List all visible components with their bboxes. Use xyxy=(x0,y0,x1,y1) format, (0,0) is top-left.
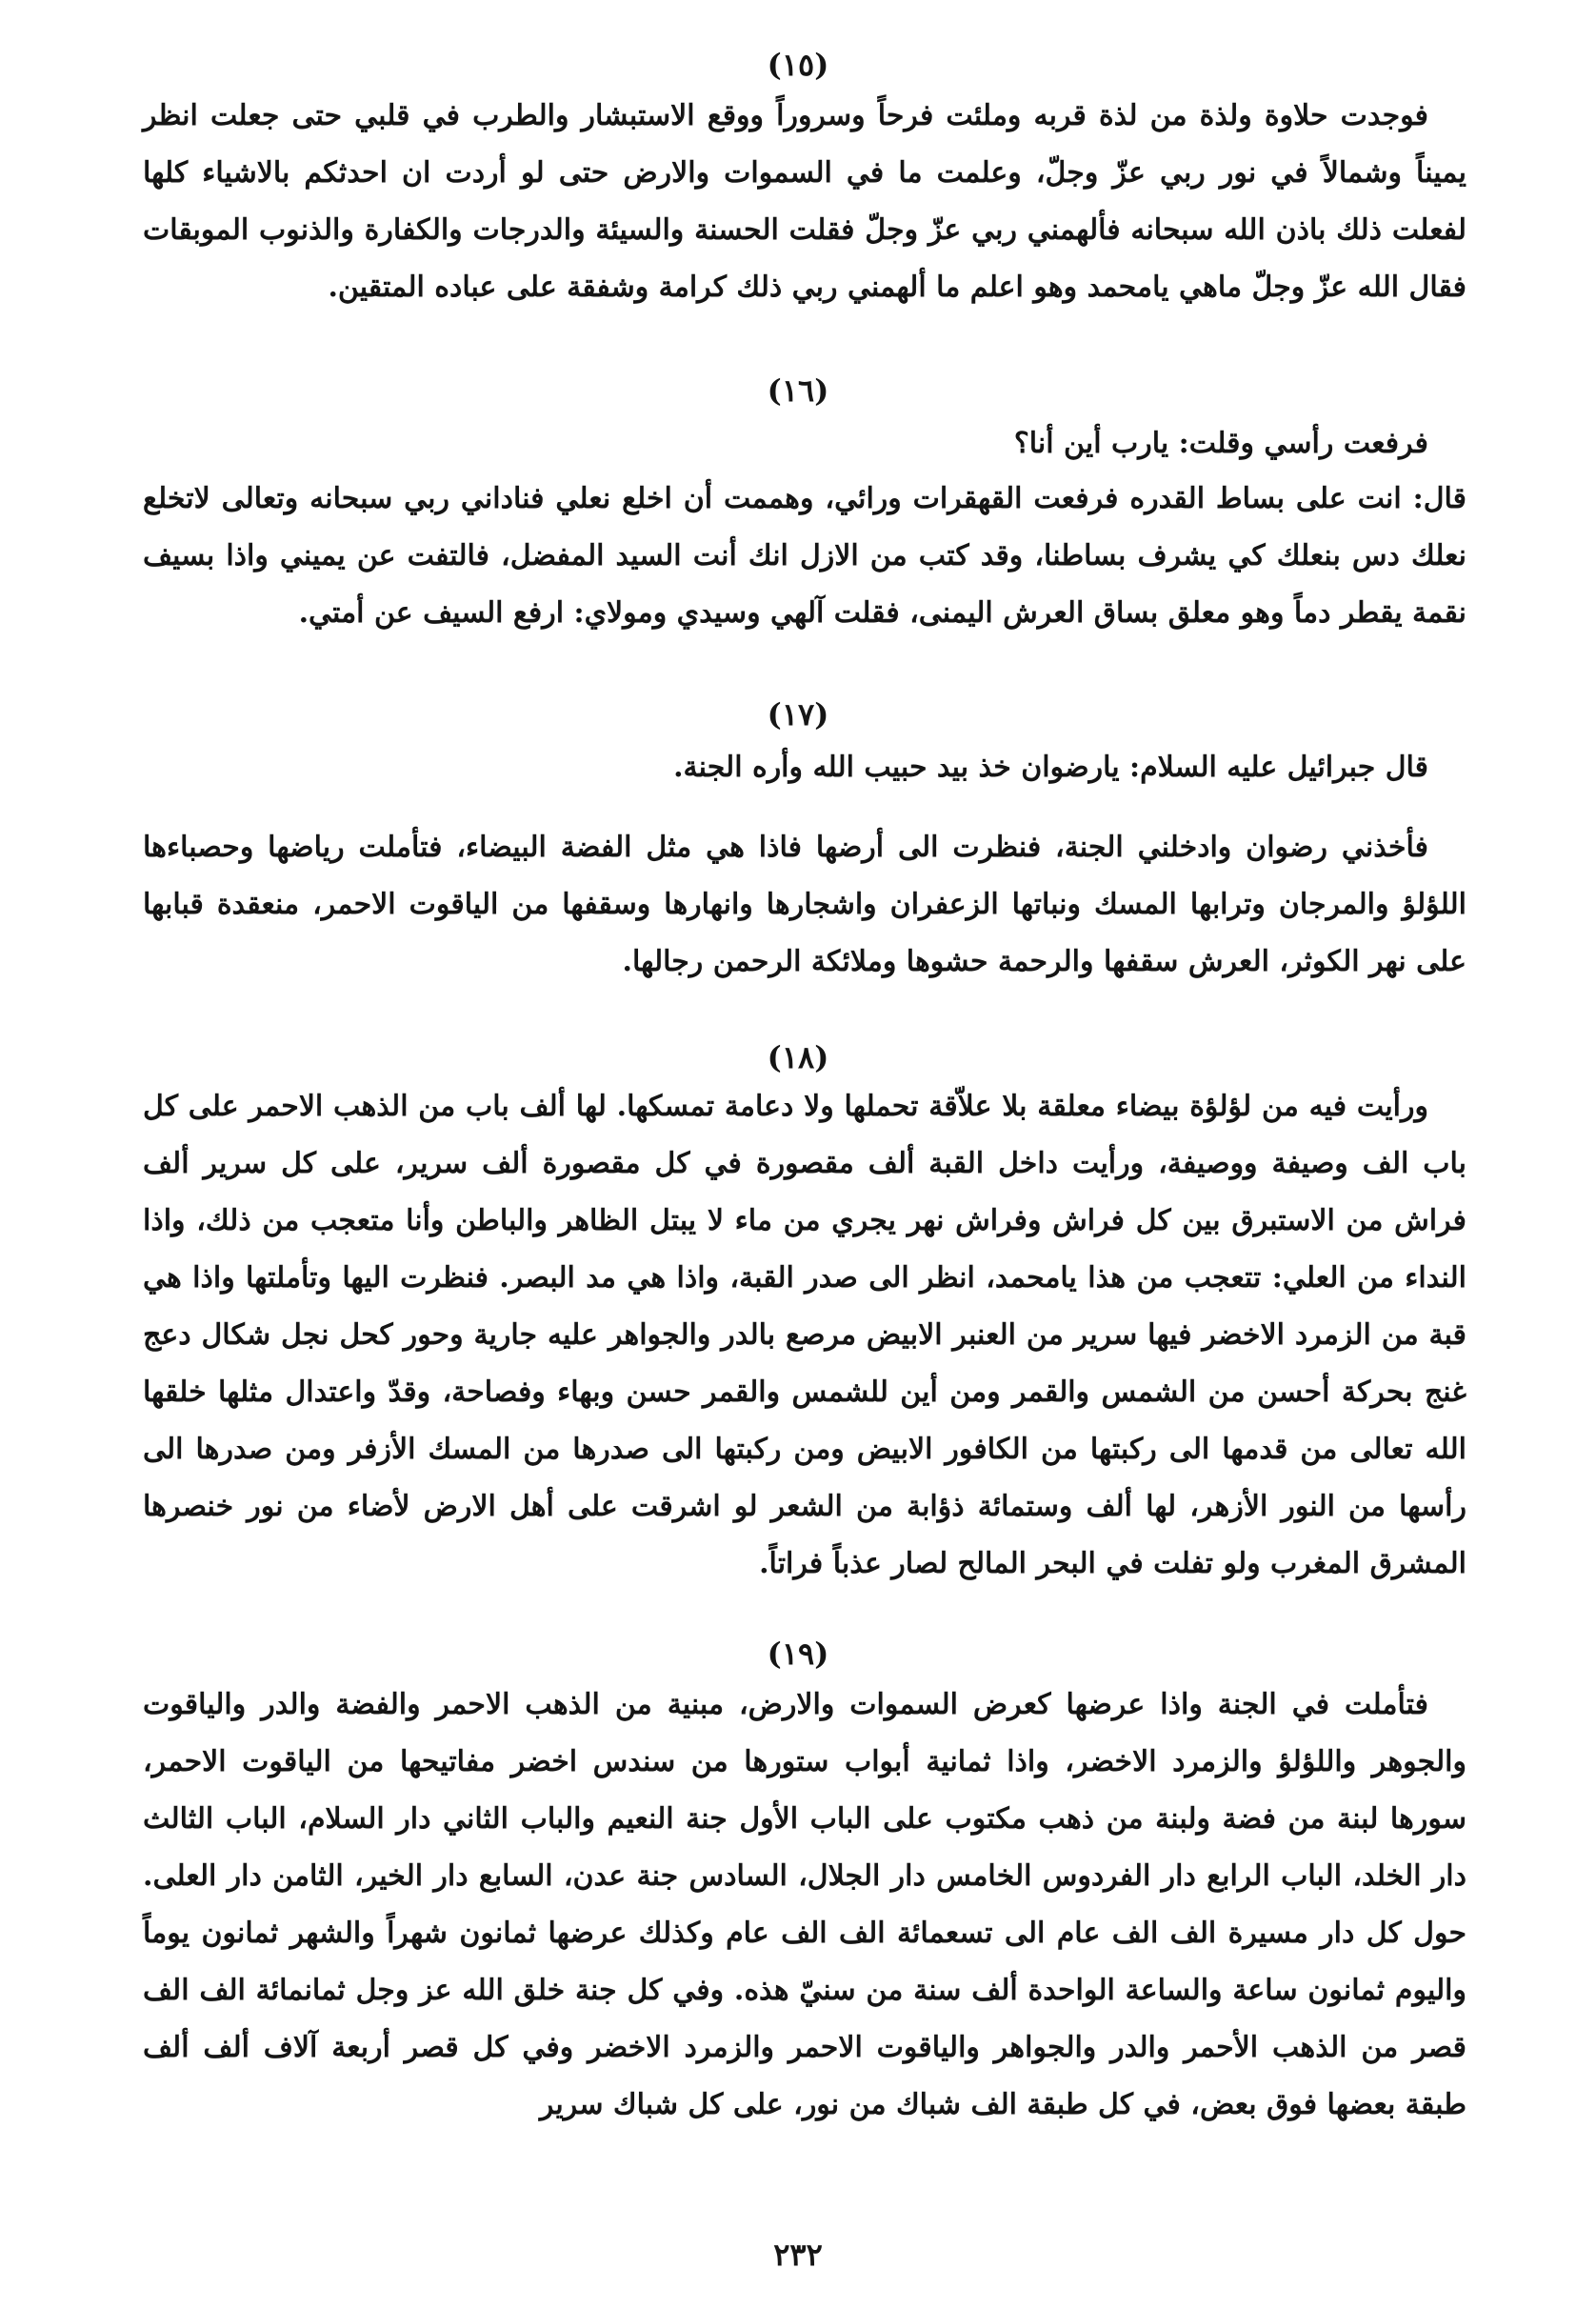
paragraph: فرفعت رأسي وقلت: يارب أين أنا؟ xyxy=(1013,427,1428,460)
section-number: (١٨) xyxy=(767,1039,829,1075)
paragraph: قال جبرائيل عليه السلام: يارضوان خذ بيد حبيب الله وأره الجنة. xyxy=(673,751,1428,784)
paragraph: فأخذني رضوان وادخلني الجنة، فنظرت الى أرضها فاذا هي مثل الفضة البيضاء، فتأملت رياضها وحصباءها اللؤلؤ والمرجان وترابها المسك ونباتها الزعفران واشجارها وانهارها وسقفها من الياقوت الاحمر، منعقدة قبابها على نهر الكوثر، العرش سقفها والرحمة حشوها وملائكة الرحمن رجالها. xyxy=(143,831,1466,978)
section-number: (١٧) xyxy=(767,696,829,733)
paragraph: ورأيت فيه من لؤلؤة بيضاء معلقة بلا علاّقة تحملها ولا دعامة تمسكها. لها ألف باب من الذهب الاحمر على كل باب الف وصيفة ووصيفة، ورأيت داخل القبة ألف مقصورة في كل مقصورة ألف سرير، على كل سرير ألف فراش من الاستبرق بين كل فراش وفراش نهر يجري من ماء لا يبتل الظاهر والباطن وأنا متعجب من ذلك، واذا النداء من العلي: تتعجب من هذا يامحمد، انظر الى صدر القبة، واذا هي مد البصر. فنظرت اليها وتأملتها واذا هي قبة من الزمرد الاخضر فيها سرير من العنبر الابيض مرصع بالدر والجواهر عليه جارية وحور كحل نجل شكال دعج غنج بحركة أحسن من الشمس والقمر ومن أين للشمس والقمر حسن وبهاء وفصاحة، وقدّ واعتدال مثلها خلقها الله تعالى من قدمها الى ركبتها من الكافور الابيض ومن ركبتها الى صدرها من المسك الأزفر ومن صدرها الى رأسها من النور الأزهر، لها ألف وستمائة ذؤابة من الشعر لو اشرقت على أهل الارض لأضاء من نور خنصرها المشرق المغرب ولو تفلت في البحر المالح لصار عذباً فراتاً. xyxy=(143,1090,1466,1580)
section-number: (١٩) xyxy=(767,1636,829,1672)
section-number: (١٦) xyxy=(767,372,829,409)
page-number: ٢٣٢ xyxy=(773,2237,823,2273)
section-number: (١٥) xyxy=(767,47,829,83)
paragraph: فتأملت في الجنة واذا عرضها كعرض السموات والارض، مبنية من الذهب الاحمر والفضة والدر والياقوت والجوهر واللؤلؤ والزمرد الاخضر، واذا ثمانية أبواب ستورها من سندس اخضر مفاتيحها من الياقوت الاحمر، سورها لبنة من فضة ولبنة من ذهب مكتوب على الباب الأول جنة النعيم والباب الثاني دار السلام، الباب الثالث دار الخلد، الباب الرابع دار الفردوس الخامس دار الجلال، السادس جنة عدن، السابع دار الخير، الثامن دار العلى. حول كل دار مسيرة الف الف عام الى تسعمائة الف الف عام وكذلك عرضها ثمانون شهراً والشهر ثمانون يوماً واليوم ثمانون ساعة والساعة الواحدة ألف سنة من سنيّ هذه. وفي كل جنة خلق الله عز وجل ثمانمائة الف الف قصر من الذهب الأحمر والدر والجواهر والياقوت الاحمر والزمرد الاخضر وفي كل قصر أربعة آلاف ألف ألف طبقة بعضها فوق بعض، في كل طبقة الف شباك من نور، على كل شباك سرير xyxy=(143,1688,1466,2121)
paragraph: فوجدت حلاوة ولذة من لذة قربه وملئت فرحاً وسروراً ووقع الاستبشار والطرب في قلبي حتى جعلت انظر يميناً وشمالاً في نور ربي عزّ وجلّ، وعلمت ما في السموات والارض حتى لو أردت ان احدثكم بالاشياء كلها لفعلت ذلك باذن الله سبحانه فألهمني ربي عزّ وجلّ فقلت الحسنة والسيئة والدرجات والكفارة والذنوب الموبقات فقال الله عزّ وجلّ ماهي يامحمد وهو اعلم ما ألهمني ربي ذلك كرامة وشفقة على عباده المتقين. xyxy=(143,99,1466,304)
paragraph: قال: انت على بساط القدره فرفعت القهقرات ورائي، وهممت أن اخلع نعلي فناداني ربي سبحانه وتعالى لاتخلع نعلك دس بنعلك كي يشرف بساطنا، وقد كتب من الازل انك أنت السيد المفضل، فالتفت عن يميني واذا بسيف نقمة يقطر دماً وهو معلق بساق العرش اليمنى، فقلت آلهي وسيدي ومولاي: ارفع السيف عن أمتي. xyxy=(143,482,1466,630)
